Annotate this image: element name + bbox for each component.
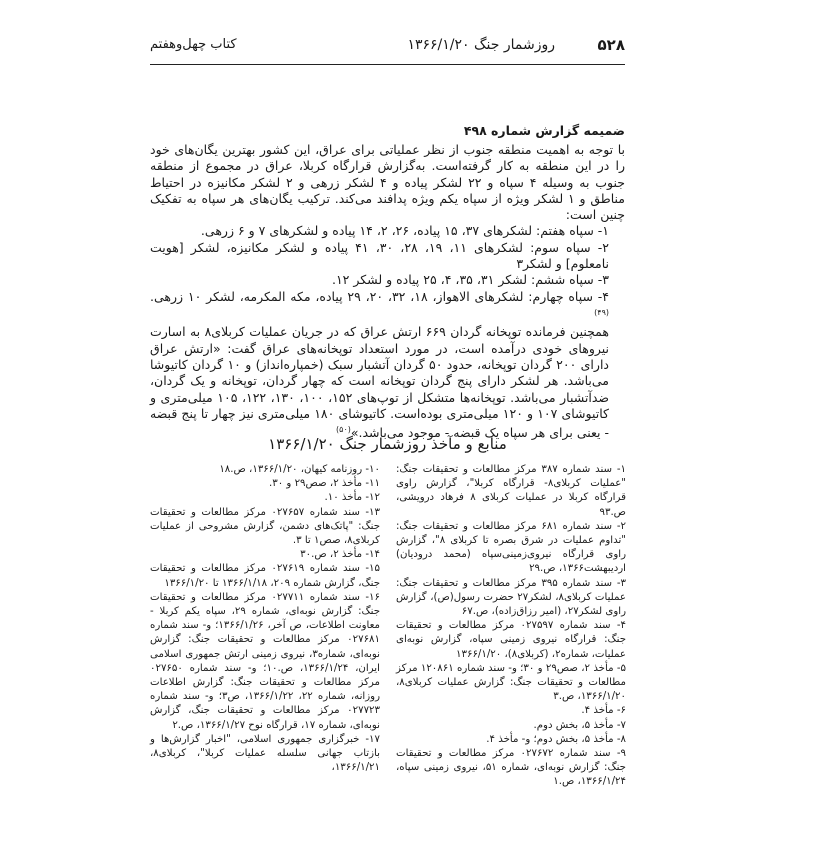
source-entry: ۵- مأخذ ۲، صص۲۹ و ۳۰؛ و- سند شماره ۱۲۰۸۶۱ مرکز مطالعات و تحقیقات جنگ: گزارش عملیات کربلای۸، ۱۳۶۶/۱/۲۰، ص.۳ [396,662,626,703]
source-entry: ۱۵- سند شماره ۰۲۷۶۱۹ مرکز مطالعات و تحقیقات جنگ، گزارش شماره ۲۰۹، ۱۳۶۶/۱/۱۸ تا ۱۳۶۶/۱/۲۰ [150,563,380,589]
source-entry: ۱۷- خبرگزاری جمهوری اسلامی، "اخبار گزارش‌ها و بازتاب جهانی سلسله عملیات کربلا"، کربلای۸، ۱۳۶۶/۱/۲۱، [150,733,380,774]
footnote-ref: (۵۰) [336,425,351,435]
source-entry: ۷- مأخذ ۵، بخش دوم. [533,719,626,731]
source-entry: ۱- سند شماره ۳۸۷ مرکز مطالعات و تحقیقات جنگ: "عملیات کربلای۸- قرارگاه کربلا"، گزارش راوی قرارگاه کربلا در عملیات کربلای ۸ فرهاد درویشی، ص.۹۳ [396,464,626,518]
book-label: کتاب چهل‌وهفتم [150,37,237,52]
footnote-ref: (۴۹) [594,307,609,317]
corps-item-text: ۴- سپاه چهارم: لشکرهای الاهواز، ۱۸، ۳۲، ۲۰، ۲۹ پیاده، مکه المکرمه، لشکر ۱۰ زرهی. [150,288,610,304]
source-entry: ۸- مأخذ ۵، بخش دوم؛ و- مأخذ ۴. [486,733,626,745]
sources-title: منابع و مآخذ روزشمار جنگ ۱۳۶۶/۱/۲۰ [268,435,507,453]
corps-item: ۱- سپاه هفتم: لشکرهای ۳۷، ۱۵ پیاده، ۲۶، ۲، ۱۴ پیاده و لشکرهای ۷ و ۶ زرهی. [200,223,609,239]
corps-item [150,289,625,325]
artillery-paragraph [150,324,625,441]
source-entry: ۱۳- سند شماره ۰۲۷۶۵۷ مرکز مطالعات و تحقیقات جنگ: "پاتک‌های دشمن، گزارش مشروحی از عملیات کربلای۸، صص۱ تا ۳. [150,506,380,547]
source-entry: ۱۰- روزنامه کیهان، ۱۳۶۶/۱/۲۰، ص.۱۸ [219,464,380,475]
source-entry: ۱۲- مأخذ ۱۰. [324,492,380,504]
report-intro: با توجه به اهمیت منطقه جنوب از نظر عملیاتی برای عراق، این کشور بهترین یگان‌های خود را در این منطقه به کار گرفته‌است. به‌گزارش قرارگاه کربلا، عراق در مجموع از منطقه جنوب به وسیله ۴ سپاه و ۲۲ لشکر پیاده و ۴ لشکر زرهی و ۲ لشکر مکانیزه در احتیاط مناطق و ۱ لشکر ویژه از سپاه یکم ویژه پدافند می‌کند. ترکیب یگان‌های هر سپاه به تفکیک چنین است: [150,142,626,223]
report-heading: ضمیمه گزارش شماره ۴۹۸ [463,123,625,138]
sources-left-column [150,463,380,775]
source-entry: ۴- سند شماره ۰۲۷۵۹۷ مرکز مطالعات و تحقیقات جنگ: قرارگاه نیروی زمینی سپاه، گزارش نوبه‌ای عملیات، شماره۲، (کربلای۸)، ۱۳۶۶/۱/۲۰ [396,620,626,660]
report-section [150,123,625,442]
corps-item: ۳- سپاه ششم: لشکر ۳۱، ۳۵، ۴، ۲۵ پیاده و لشکر ۱۲. [331,272,609,288]
page-number: ۵۲۸ [597,36,625,54]
source-entry: ۲- سند شماره ۶۸۱ مرکز مطالعات و تحقیقات جنگ: "تداوم عملیات در شرق بصره تا کربلای ۸"، گزارش راوی قرارگاه نیروی‌زمینی‌سپاه (محمد درودیان) اردیبهشت۱۳۶۶، ص.۲۹ [396,520,626,575]
source-entry: ۳- سند شماره ۳۹۵ مرکز مطالعات و تحقیقات جنگ: عملیات کربلای۸، لشکر۲۷ حضرت رسول(ص)، گزارش راوی لشکر۲۷، (امیر رزاق‌زاده)، ص.۶۷ [396,577,626,618]
artillery-text: همچنین فرمانده توپخانه گردان ۶۶۹ ارتش عراق که در جریان عملیات کربلای۸ به اسارت نیروهای خودی درآمده است، در مورد استعداد توپخانه‌های عراق گفت: «ارتش عراق دارای ۲۰۰ گردان توپخانه، حدود ۵۰ گردان آتشبار سبک (خمپاره‌انداز) و ۱۰ گردان کاتیوشا می‌باشد. هر لشکر دارای پنج گردان توپخانه است که چهار گردان، توپخانه و یک گردان، ضدآتشبار می‌باشد. توپخانه‌ها متشکل از توپ‌های ۱۵۲، ۱۰۰، ۱۳۰، ۱۲۲، ۱۰۵ میلی‌متری و کاتیوشای ۱۰۷ و ۱۲۰ میلی‌متری بوده‌است. کاتیوشای ۱۸۰ میلی‌متری نیز چهار تا پنج قبضه - یعنی برای هر سپاه یک قبضه - موجود می‌باشد.» [150,324,609,441]
sources-right-column [396,463,626,790]
source-entry: ۱۱- مأخذ ۲، صص۲۹ و ۳۰. [268,478,380,490]
source-entry: ۹- سند شماره ۰۲۷۶۷۲ مرکز مطالعات و تحقیقات جنگ: گزارش نوبه‌ای، شماره ۵۱، نیروی زمینی سپاه، ۱۳۶۶/۱/۲۴، ص.۱ [396,748,626,788]
source-entry: ۱۶- سند شماره ۰۲۷۷۱۱ مرکز مطالعات و تحقیقات جنگ: گزارش نوبه‌ای، شماره ۲۹، سپاه یکم کربلا - معاونت اطلاعات، ص آخر، ۱۳۶۶/۱/۲۶؛ و- سند شماره ۰۲۷۶۸۱ مرکز مطالعات و تحقیقات جنگ: گزارش نوبه‌ای، شماره۳، نیروی زمینی ارتش جمهوری اسلامی ایران، ۱۳۶۶/۱/۲۴، ص.۱۰؛ و- سند شماره ۰۲۷۶۵۰ مرکز مطالعات و تحقیقات جنگ: گزارش اطلاعات روزانه، شماره ۲۲، ۱۳۶۶/۱/۲۲، ص۳؛ و- سند شماره ۰۲۷۷۲۳ مرکز مطالعات و تحقیقات جنگ، گزارش نوبه‌ای، شماره ۱۷، قرارگاه نوح ۱۳۶۶/۱/۲۷، ص.۲ [150,591,381,731]
page-header [150,36,625,60]
running-title: روزشمار جنگ ۱۳۶۶/۱/۲۰ [407,37,555,53]
source-entry: ۶- مأخذ ۴. [581,705,626,717]
header-divider [150,64,625,65]
corps-item: ۲- سپاه سوم: لشکرهای ۱۱، ۱۹، ۲۸، ۳۰، ۴۱ پیاده و لشکر مکانیزه، لشکر [هویت نامعلوم] و لشکر۳ [150,239,609,272]
source-entry: ۱۴- مأخذ ۲، ص.۳۰ [300,549,380,561]
